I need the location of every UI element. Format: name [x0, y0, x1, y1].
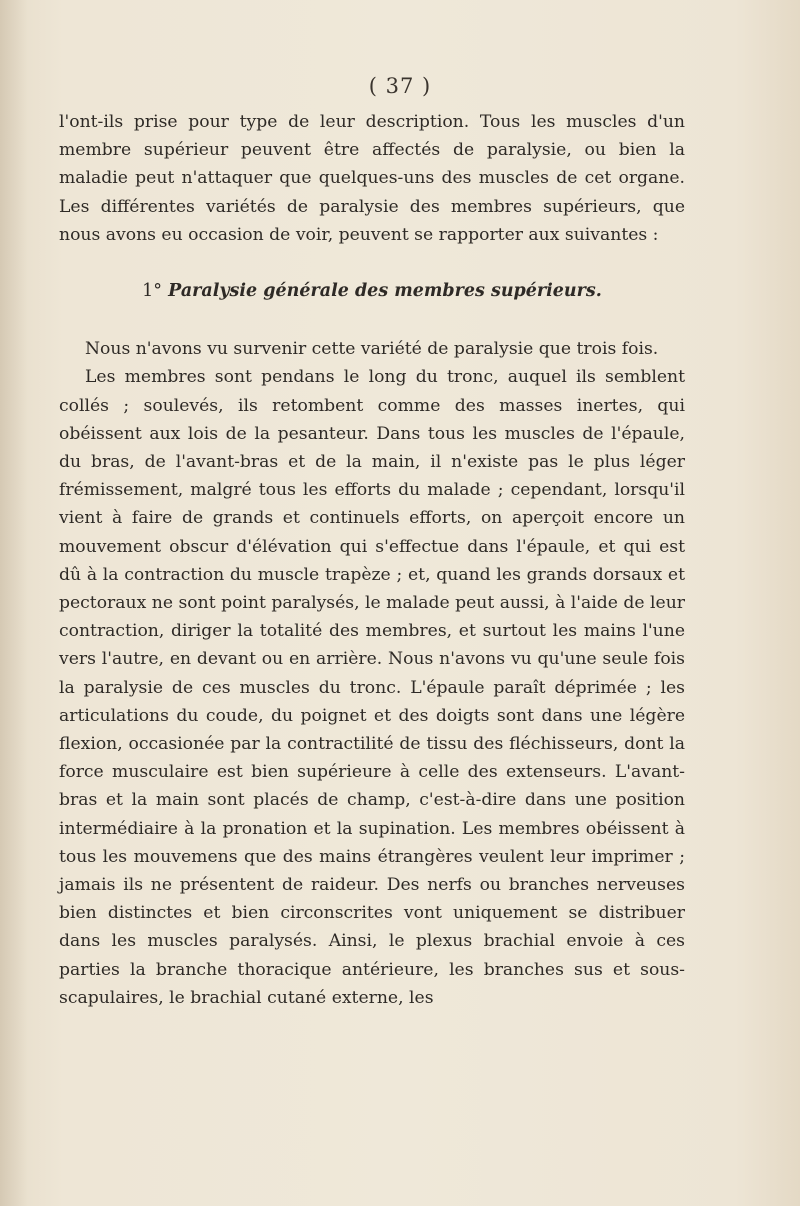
- paragraph-intro: l'ont-ils prise pour type de leur description. Tous les muscles d'un membre supérieur peuvent être affectés de paralysie, ou bien la maladie peut n'attaquer que quelques-uns des muscles de cet organe. Les différentes variétés de paralysie des membres supérieurs, que nous avons eu occasion de voir, peuvent se rapporter aux suivantes :: [59, 112, 685, 245]
- page-body: [59, 108, 685, 1012]
- page-number: ( 37 ): [368, 74, 432, 98]
- section-heading-number: 1°: [142, 281, 163, 302]
- paragraph-occurrence: Nous n'avons vu survenir cette variété de paralysie que trois fois.: [85, 339, 659, 360]
- section-heading-title: Paralysie générale des membres supérieurs.: [168, 281, 602, 302]
- page-edge-shadow: [0, 0, 28, 1206]
- section-heading: [59, 277, 685, 305]
- paragraph-description: Les membres sont pendans le long du tronc, auquel ils semblent collés ; soulevés, ils retombent comme des masses inertes, qui obéissent aux lois de la pesanteur. Dans tous les muscles de l'épaule, du bras, de l'avant-bras et de la main, il n'existe pas le plus léger frémissement, malgré tous les efforts du malade ; cependant, lorsqu'il vient à faire de grands et continuels efforts, on aperçoit encore un mouvement obscur d'élévation qui s'effectue dans l'épaule, et qui est dû à la contraction du muscle trapèze ; et, quand les grands dorsaux et pectoraux ne sont point paralysés, le malade peut aussi, à l'aide de leur contraction, diriger la totalité des membres, et surtout les mains l'une vers l'autre, en devant ou en arrière. Nous n'avons vu qu'une seule fois la paralysie de ces muscles du tronc. L'épaule paraît déprimée ; les articulations du coude, du poignet et des doigts sont dans une légère flexion, occasionée par la contractilité de tissu des fléchisseurs, dont la force musculaire est bien supérieure à celle des extenseurs. L'avant-bras et la main sont placés de champ, c'est-à-dire dans une position intermédiaire à la pronation et la supination. Les membres obéissent à tous les mouvemens que des mains étrangères veulent leur imprimer ; jamais ils ne présentent de raideur. Des nerfs ou branches nerveuses bien distinctes et bien circonscrites vont uniquement se distribuer dans les muscles paralysés. Ainsi, le plexus brachial envoie à ces parties la branche thoracique antérieure, les branches sus et sous-scapulaires, le brachial cutané externe, les: [59, 367, 685, 1008]
